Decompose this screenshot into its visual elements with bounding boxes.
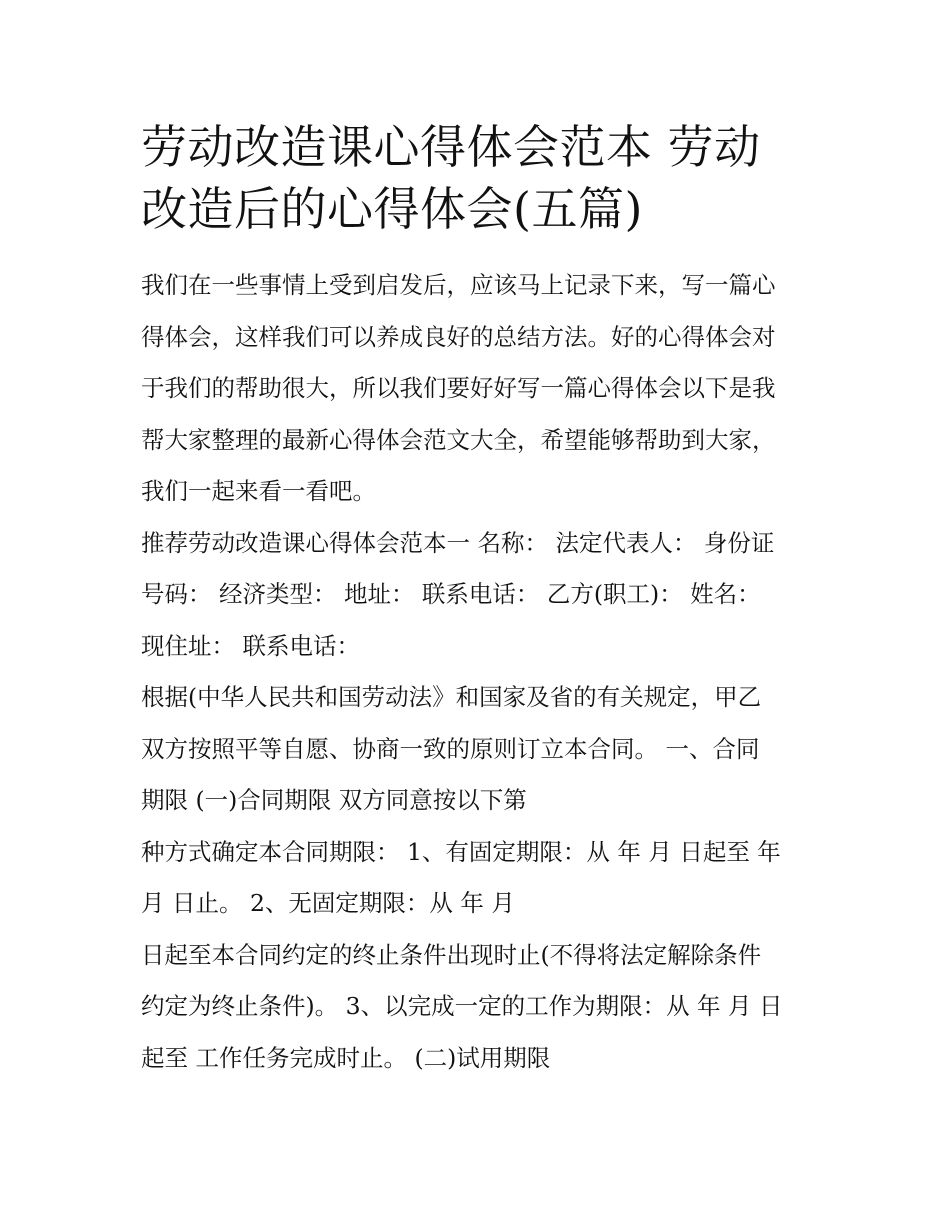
contract-termination-paragraph (141, 930, 813, 1085)
document-page (141, 116, 813, 1084)
document-title (141, 116, 813, 240)
title-line: 劳动改造课心得体会范本 劳动 (141, 120, 761, 174)
text-line: 推荐劳动改造课心得体会范本一 名称： 法定代表人： 身份证 (141, 528, 775, 557)
intro-paragraph (141, 260, 813, 518)
contract-term-paragraph (141, 827, 813, 930)
text-line: 帮大家整理的最新心得体会范文大全，希望能够帮助到大家， (141, 425, 776, 454)
text-line: 月 日止。 2、无固定期限：从 年 月 (141, 889, 515, 917)
text-line: 根据(中华人民共和国劳动法》和国家及省的有关规定，甲乙 (141, 683, 762, 711)
text-line: 得体会，这样我们可以养成良好的总结方法。好的心得体会对 (141, 322, 776, 351)
text-line: 我们在一些事情上受到启发后，应该马上记录下来，写一篇心 (141, 271, 776, 299)
text-line: 号码： 经济类型： 地址： 联系电话： 乙方(职工)： 姓名： (141, 580, 761, 608)
text-line: 我们一起来看一看吧。 (141, 477, 376, 505)
contract-basis-paragraph (141, 672, 813, 827)
text-line: 日起至本合同约定的终止条件出现时止(不得将法定解除条件 (141, 940, 762, 969)
text-line: 双方按照平等自愿、协商一致的原则订立本合同。 一、合同 (141, 734, 760, 763)
title-line: 改造后的心得体会(五篇) (141, 182, 643, 236)
text-line: 约定为终止条件)。 3、以完成一定的工作为期限：从 年 月 日 (141, 992, 783, 1020)
contract-parties-paragraph (141, 518, 813, 673)
text-line: 起至 工作任务完成时止。 (二)试用期限 (141, 1043, 551, 1072)
text-line: 期限 (一)合同期限 双方同意按以下第 (141, 786, 527, 814)
text-line: 种方式确定本合同期限： 1、有固定期限：从 年 月 日起至 年 (141, 837, 781, 866)
text-line: 现住址： 联系电话： (141, 631, 360, 660)
text-line: 于我们的帮助很大，所以我们要好好写一篇心得体会以下是我 (141, 374, 776, 402)
